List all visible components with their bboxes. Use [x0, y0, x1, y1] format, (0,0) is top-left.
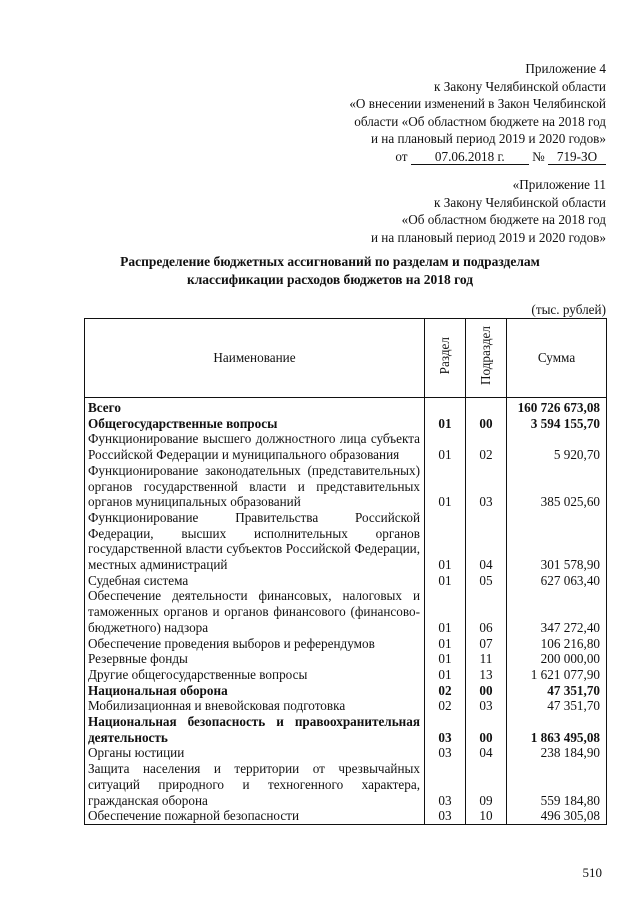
table-row — [85, 510, 607, 573]
row-podrazdel: 07 — [466, 636, 507, 652]
row-sum: 301 578,90 — [507, 510, 607, 573]
row-razdel: 01 — [425, 636, 466, 652]
table-row — [85, 636, 607, 652]
razdel-header-text: Раздел — [437, 337, 452, 375]
law-title-line: области «Об областном бюджете на 2018 год — [354, 113, 606, 129]
table-row — [85, 398, 607, 416]
table-row — [85, 698, 607, 714]
row-sum: 200 000,00 — [507, 651, 607, 667]
row-razdel: 01 — [425, 588, 466, 635]
row-podrazdel: 09 — [466, 761, 507, 808]
law-reference: к Закону Челябинской области — [434, 194, 606, 210]
row-name: Функционирование высшего должностного лица субъекта Российской Федерации и муниципального образования — [85, 431, 425, 462]
row-razdel: 03 — [425, 745, 466, 761]
row-podrazdel: 02 — [466, 431, 507, 462]
row-sum: 1 863 495,08 — [507, 714, 607, 745]
row-sum: 238 184,90 — [507, 745, 607, 761]
appendix-number: «Приложение 11 — [512, 177, 606, 192]
table-row — [85, 431, 607, 462]
row-razdel: 01 — [425, 463, 466, 510]
table-row — [85, 714, 607, 745]
table-row — [85, 463, 607, 510]
table-row — [85, 588, 607, 635]
row-sum: 385 025,60 — [507, 463, 607, 510]
row-podrazdel: 00 — [466, 416, 507, 432]
row-podrazdel: 00 — [466, 683, 507, 699]
column-header-name: Наименование — [85, 319, 425, 398]
row-podrazdel — [466, 398, 507, 416]
row-razdel: 01 — [425, 510, 466, 573]
row-razdel: 01 — [425, 573, 466, 589]
law-title-line: «Об областном бюджете на 2018 год — [401, 212, 606, 227]
row-podrazdel: 04 — [466, 745, 507, 761]
page-number: 510 — [582, 865, 602, 880]
row-podrazdel: 06 — [466, 588, 507, 635]
row-razdel: 01 — [425, 416, 466, 432]
row-razdel — [425, 398, 466, 416]
row-name: Функционирование законодательных (представительных) органов государственной власти и представительных органов муниципальных образований — [85, 463, 425, 510]
row-razdel: 03 — [425, 761, 466, 808]
law-title-line: «О внесении изменений в Закон Челябинской — [349, 96, 606, 111]
appendix-number: Приложение 4 — [525, 61, 606, 76]
row-name: Органы юстиции — [85, 745, 425, 761]
row-name: Национальная безопасность и правоохранительная деятельность — [85, 714, 425, 745]
row-name: Обеспечение деятельности финансовых, налоговых и таможенных органов и органов финансового (финансово-бюджетного) надзора — [85, 588, 425, 635]
row-podrazdel: 10 — [466, 808, 507, 824]
row-podrazdel: 03 — [466, 698, 507, 714]
column-header-razdel — [425, 319, 466, 398]
column-header-podrazdel — [466, 319, 507, 398]
row-razdel: 01 — [425, 431, 466, 462]
row-sum: 3 594 155,70 — [507, 416, 607, 432]
table-header-row — [85, 319, 607, 398]
podrazdel-header-text: Подраздел — [478, 326, 493, 386]
table-row — [85, 761, 607, 808]
law-reference: к Закону Челябинской области — [434, 78, 606, 94]
row-sum: 627 063,40 — [507, 573, 607, 589]
row-name: Всего — [85, 398, 425, 416]
row-razdel: 03 — [425, 714, 466, 745]
row-podrazdel: 11 — [466, 651, 507, 667]
law-date: 07.06.2018 г. — [411, 150, 529, 165]
table-row — [85, 651, 607, 667]
table-row — [85, 573, 607, 589]
row-name: Обеспечение пожарной безопасности — [85, 808, 425, 824]
column-header-sum: Сумма — [507, 319, 607, 398]
row-name: Мобилизационная и вневойсковая подготовка — [85, 698, 425, 714]
document-title — [60, 253, 600, 289]
row-name: Другие общегосударственные вопросы — [85, 667, 425, 683]
law-appendix-header — [349, 60, 606, 165]
row-sum: 106 216,80 — [507, 636, 607, 652]
row-name: Функционирование Правительства Российской Федерации, высших исполнительных органов государственной власти субъектов Российской Федерации, местных администраций — [85, 510, 425, 573]
row-name: Национальная оборона — [85, 683, 425, 699]
row-podrazdel: 13 — [466, 667, 507, 683]
law-title-line: и на плановый период 2019 и 2020 годов» — [370, 229, 606, 245]
law-date-number-line — [349, 148, 606, 166]
row-sum: 347 272,40 — [507, 588, 607, 635]
table-row — [85, 667, 607, 683]
row-sum: 47 351,70 — [507, 698, 607, 714]
row-razdel: 01 — [425, 667, 466, 683]
law-number: 719-ЗО — [548, 150, 606, 165]
row-razdel: 01 — [425, 651, 466, 667]
row-sum: 5 920,70 — [507, 431, 607, 462]
number-label: № — [532, 148, 545, 164]
row-name: Общегосударственные вопросы — [85, 416, 425, 432]
units-label: (тыс. рублей) — [531, 302, 606, 317]
table-row — [85, 808, 607, 824]
budget-table — [84, 318, 607, 825]
row-podrazdel: 03 — [466, 463, 507, 510]
original-appendix-header — [371, 176, 606, 246]
from-label: от — [395, 148, 408, 164]
row-sum: 160 726 673,08 — [507, 398, 607, 416]
row-podrazdel: 05 — [466, 573, 507, 589]
row-name: Резервные фонды — [85, 651, 425, 667]
row-podrazdel: 00 — [466, 714, 507, 745]
row-name: Обеспечение проведения выборов и референдумов — [85, 636, 425, 652]
row-sum: 496 305,08 — [507, 808, 607, 824]
row-razdel: 02 — [425, 683, 466, 699]
table-row — [85, 745, 607, 761]
title-line: классификации расходов бюджетов на 2018 год — [186, 272, 474, 287]
title-line: Распределение бюджетных ассигнований по разделам и подразделам — [120, 254, 540, 269]
row-razdel: 02 — [425, 698, 466, 714]
row-razdel: 03 — [425, 808, 466, 824]
table-row — [85, 416, 607, 432]
row-sum: 47 351,70 — [507, 683, 607, 699]
row-podrazdel: 04 — [466, 510, 507, 573]
row-name: Судебная система — [85, 573, 425, 589]
row-sum: 1 621 077,90 — [507, 667, 607, 683]
row-sum: 559 184,80 — [507, 761, 607, 808]
law-title-line: и на плановый период 2019 и 2020 годов» — [370, 131, 606, 146]
table-row — [85, 683, 607, 699]
row-name: Защита населения и территории от чрезвычайных ситуаций природного и техногенного характера, гражданская оборона — [85, 761, 425, 808]
